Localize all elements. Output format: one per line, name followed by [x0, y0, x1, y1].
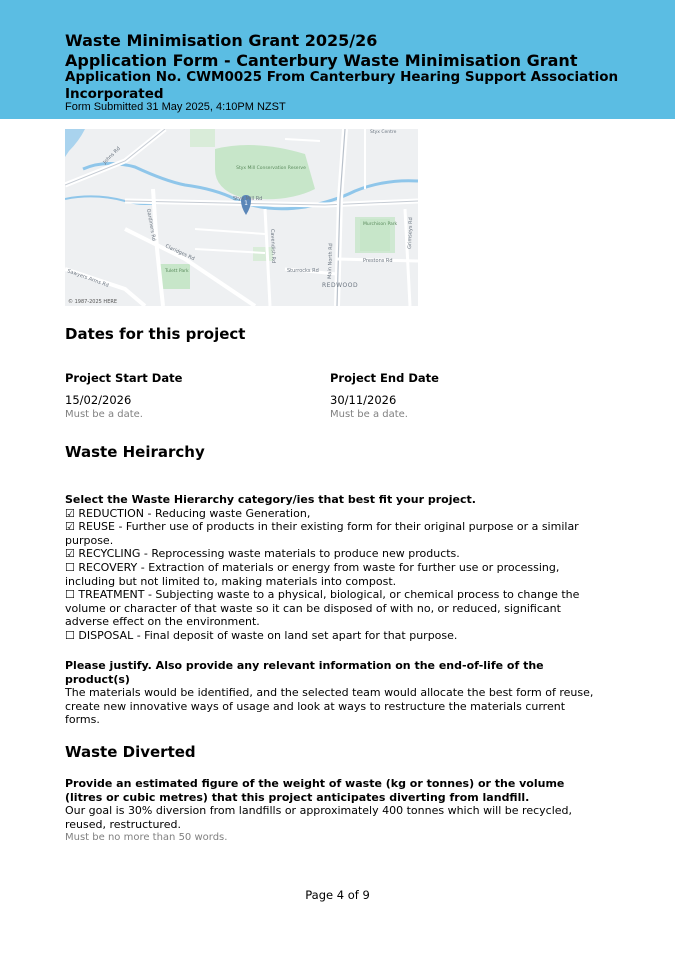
submission-date: Form Submitted 31 May 2025, 4:10PM NZST — [65, 101, 286, 113]
justify-answer: The materials would be identified, and the selected team would allocate the best form of reuse, create new innovative ways of usage and look at ways to restructure the materials current forms. — [65, 686, 594, 727]
option-treatment: ☐ TREATMENT - Subjecting waste to a physical, biological, or chemical process to change the volume or character of that waste so it can be disposed of with no, or reduced, significant adverse effect on the environment. — [65, 588, 580, 629]
checkbox-unchecked-icon: ☐ — [65, 560, 75, 574]
justify-block — [65, 659, 595, 727]
map-label-sawyers-arms-rd: Sawyers Arms Rd — [66, 268, 110, 289]
page-number: Page 4 of 9 — [305, 888, 370, 902]
dates-section-title: Dates for this project — [65, 325, 246, 343]
grant-title: Waste Minimisation Grant 2025/26 — [65, 31, 378, 50]
end-date-hint: Must be a date. — [330, 409, 408, 420]
map-label-murchison-park: Murchison Park — [363, 222, 398, 227]
start-date-hint: Must be a date. — [65, 409, 143, 420]
location-map — [65, 129, 418, 306]
map-copyright: © 1987-2025 HERE — [68, 299, 117, 305]
map-label-styx-centre: Styx Centre — [370, 130, 397, 135]
map-label-cavendish-rd: Cavendish Rd — [269, 228, 277, 264]
option-reduction: ☑ REDUCTION - Reducing waste Generation, — [65, 506, 311, 520]
map-label-main-north-rd: Main North Rd — [327, 243, 335, 280]
checkbox-checked-icon: ☑ — [65, 547, 75, 561]
map-label-prestons-rd: Prestons Rd — [363, 258, 393, 264]
end-date-value: 30/11/2026 — [330, 393, 397, 407]
diverted-hint: Must be no more than 50 words. — [65, 832, 228, 843]
form-header — [0, 0, 675, 119]
map-label-johns-rd: Johns Rd — [102, 145, 122, 166]
option-disposal: ☐ DISPOSAL - Final deposit of waste on land set apart for that purpose. — [65, 628, 458, 642]
checkbox-unchecked-icon: ☐ — [65, 588, 75, 602]
diverted-question: Provide an estimated figure of the weight of waste (kg or tonnes) or the volume (litres or cubic metres) that this project anticipates diverting from landfill. — [65, 777, 565, 804]
hierarchy-section-title: Waste Heirarchy — [65, 443, 205, 461]
start-date-value: 15/02/2026 — [65, 393, 132, 407]
justify-question: Please justify. Also provide any relevant information on the end-of-life of the product(s) — [65, 659, 544, 686]
form-title: Application Form - Canterbury Waste Minimisation Grant — [65, 51, 578, 70]
map-label-redwood: REDWOOD — [322, 282, 359, 289]
option-recovery: ☐ RECOVERY - Extraction of materials or energy from waste for further use or processing, including but not limited to, making materials into compost. — [65, 560, 560, 588]
checkbox-checked-icon: ☑ — [65, 520, 75, 534]
map-image — [65, 129, 418, 306]
map-label-tulett-park: Tulett Park — [165, 269, 189, 274]
hierarchy-question: Select the Waste Hierarchy category/ies that best fit your project. — [65, 493, 476, 506]
hierarchy-block — [65, 493, 595, 643]
start-date-label: Project Start Date — [65, 371, 183, 385]
map-label-claridges-rd: Claridges Rd — [164, 243, 196, 263]
map-label-grimseys-rd: Grimseys Rd — [407, 217, 415, 250]
map-label-gardiners-rd: Gardiners Rd — [145, 208, 157, 242]
diverted-block — [65, 777, 595, 831]
map-pin-label: 1 — [244, 200, 248, 207]
application-number: Application No. CWM0025 From Canterbury Hearing Support Association Incorporated — [65, 69, 619, 102]
diverted-answer: Our goal is 30% diversion from landfills or approximately 400 tonnes which will be recycled, reused, restructured. — [65, 804, 572, 831]
diverted-section-title: Waste Diverted — [65, 743, 196, 761]
end-date-label: Project End Date — [330, 371, 439, 385]
map-label-sturrocks-rd: Sturrocks Rd — [287, 268, 319, 274]
map-label-styx-mill-rd: Styx Mill Rd — [233, 196, 263, 202]
checkbox-unchecked-icon: ☐ — [65, 628, 75, 642]
map-label-reserve: Styx Mill Conservation Reserve — [236, 166, 306, 171]
option-reuse: ☑ REUSE - Further use of products in their existing form for their original purpose or a similar purpose. — [65, 520, 579, 547]
option-recycling: ☑ RECYCLING - Reprocessing waste materials to produce new products. — [65, 547, 460, 561]
checkbox-checked-icon: ☑ — [65, 506, 75, 520]
